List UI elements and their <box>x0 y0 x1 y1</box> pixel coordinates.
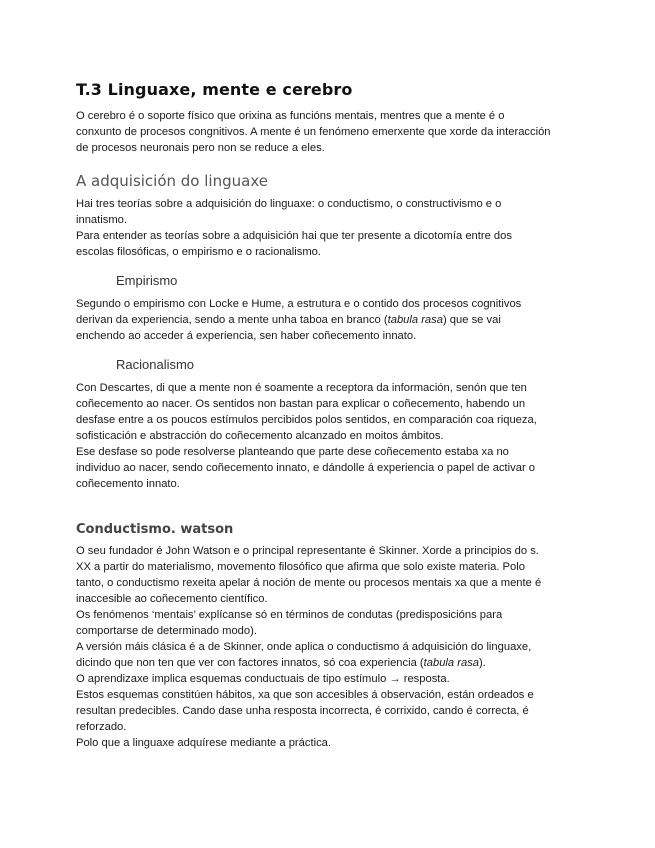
adquisicion-line: Para entender as teorías sobre a adquisición hai que ter presente a dicotomía entre dos <box>76 230 512 242</box>
conductismo-line: inaccesible ao coñecemento científico. <box>76 593 268 605</box>
conductismo-line: tanto, o conductismo rexeita apelar á noción de mente ou procesos mentais xa que a mente é <box>76 577 542 589</box>
subheading-empirismo: Empirismo <box>116 273 178 288</box>
conductismo-text: ). <box>479 657 486 669</box>
racionalismo-line: individuo ao nacer, sendo coñecemento innato, e dándolle á experiencia o papel de activar o <box>76 462 536 474</box>
empirismo-line <box>76 312 586 328</box>
adquisicion-line: Hai tres teorías sobre a adquisición do linguaxe: o conductismo, o constructivismo e o <box>76 198 502 210</box>
racionalismo-line: Ese desfase so pode resolverse planteando que parte dese coñecemento estaba xa no <box>76 446 509 458</box>
conductismo-text: dicindo que non ten que ver con factores innatos, só coa experiencia ( <box>76 657 424 669</box>
adquisicion-line: innatismo. <box>76 214 127 226</box>
adquisicion-paragraph <box>76 196 586 260</box>
tabula-rasa-italic: tabula rasa <box>387 314 443 326</box>
conductismo-line: resultan predecibles. Cando dase unha resposta incorrecta, é corrixido, cando é correcta, é <box>76 705 529 717</box>
racionalismo-line: coñecemento innato. <box>76 478 180 490</box>
conductismo-line: comportarse de determinado modo). <box>76 625 257 637</box>
document-page <box>76 80 586 751</box>
empirismo-text: derivan da experiencia, sendo a mente unha taboa en branco ( <box>76 314 388 326</box>
conductismo-line: XX a partir do materialismo, movemento filosófico que afirma que solo existe materia. Polo <box>76 561 525 573</box>
adquisicion-line: escolas filosóficas, o empirismo e o racionalismo. <box>76 246 321 258</box>
racionalismo-line: sofisticación e abstracción do coñecemento alcanzado en moitos ámbitos. <box>76 430 444 442</box>
conductismo-line: Os fenómenos ‘mentais’ explícanse só en términos de condutas (predisposicións para <box>76 609 503 621</box>
racionalismo-line: coñecemento ao nacer. Os sentidos non bastan para explicar o coñecemento, habendo un <box>76 398 526 410</box>
document-title: T.3 Linguaxe, mente e cerebro <box>76 80 353 99</box>
empirismo-paragraph <box>76 296 586 344</box>
subheading-racionalismo: Racionalismo <box>116 357 195 372</box>
intro-line: conxunto de procesos congnitivos. A mente é un fenómeno emerxente que xorde da interacción <box>76 126 551 138</box>
empirismo-text: ) que se vai <box>442 314 501 326</box>
intro-line: de procesos neuronais pero non se reduce a eles. <box>76 142 325 154</box>
intro-paragraph <box>76 108 586 156</box>
section-heading-conductismo: Conductismo. watson <box>76 522 234 537</box>
racionalismo-paragraph <box>76 380 586 492</box>
conductismo-line: Estos esquemas constitúen hábitos, xa que son accesibles á observación, están ordeados e <box>76 689 534 701</box>
section-heading-adquisicion: A adquisición do linguaxe <box>76 172 268 190</box>
intro-line: O cerebro é o soporte físico que orixina as funcións mentais, mentres que a mente é o <box>76 110 505 122</box>
conductismo-line: O aprendizaxe implica esquemas conductuais de tipo estímulo → resposta. <box>76 673 450 685</box>
racionalismo-line: Con Descartes, di que a mente non é soamente a receptora da información, senón que ten <box>76 382 527 394</box>
racionalismo-line: desfase entre a os poucos estímulos percibidos polos sentidos, en comparación coa riqueza, <box>76 414 537 426</box>
tabula-rasa-italic: tabula rasa <box>423 657 480 669</box>
conductismo-paragraph <box>76 543 586 751</box>
empirismo-line: enchendo ao acceder á experiencia, sen haber coñecemento innato. <box>76 330 417 342</box>
conductismo-line: reforzado. <box>76 721 127 733</box>
conductismo-line: Polo que a linguaxe adquírese mediante a práctica. <box>76 737 331 749</box>
conductismo-line <box>76 655 586 671</box>
conductismo-line: A versión máis clásica é a de Skinner, onde aplica o conductismo á adquisición do linguaxe, <box>76 641 532 653</box>
empirismo-line: Segundo o empirismo con Locke e Hume, a estrutura e o contido dos procesos cognitivos <box>76 298 522 310</box>
conductismo-line: O seu fundador é John Watson e o principal representante é Skinner. Xorde a principios do s. <box>76 545 539 557</box>
